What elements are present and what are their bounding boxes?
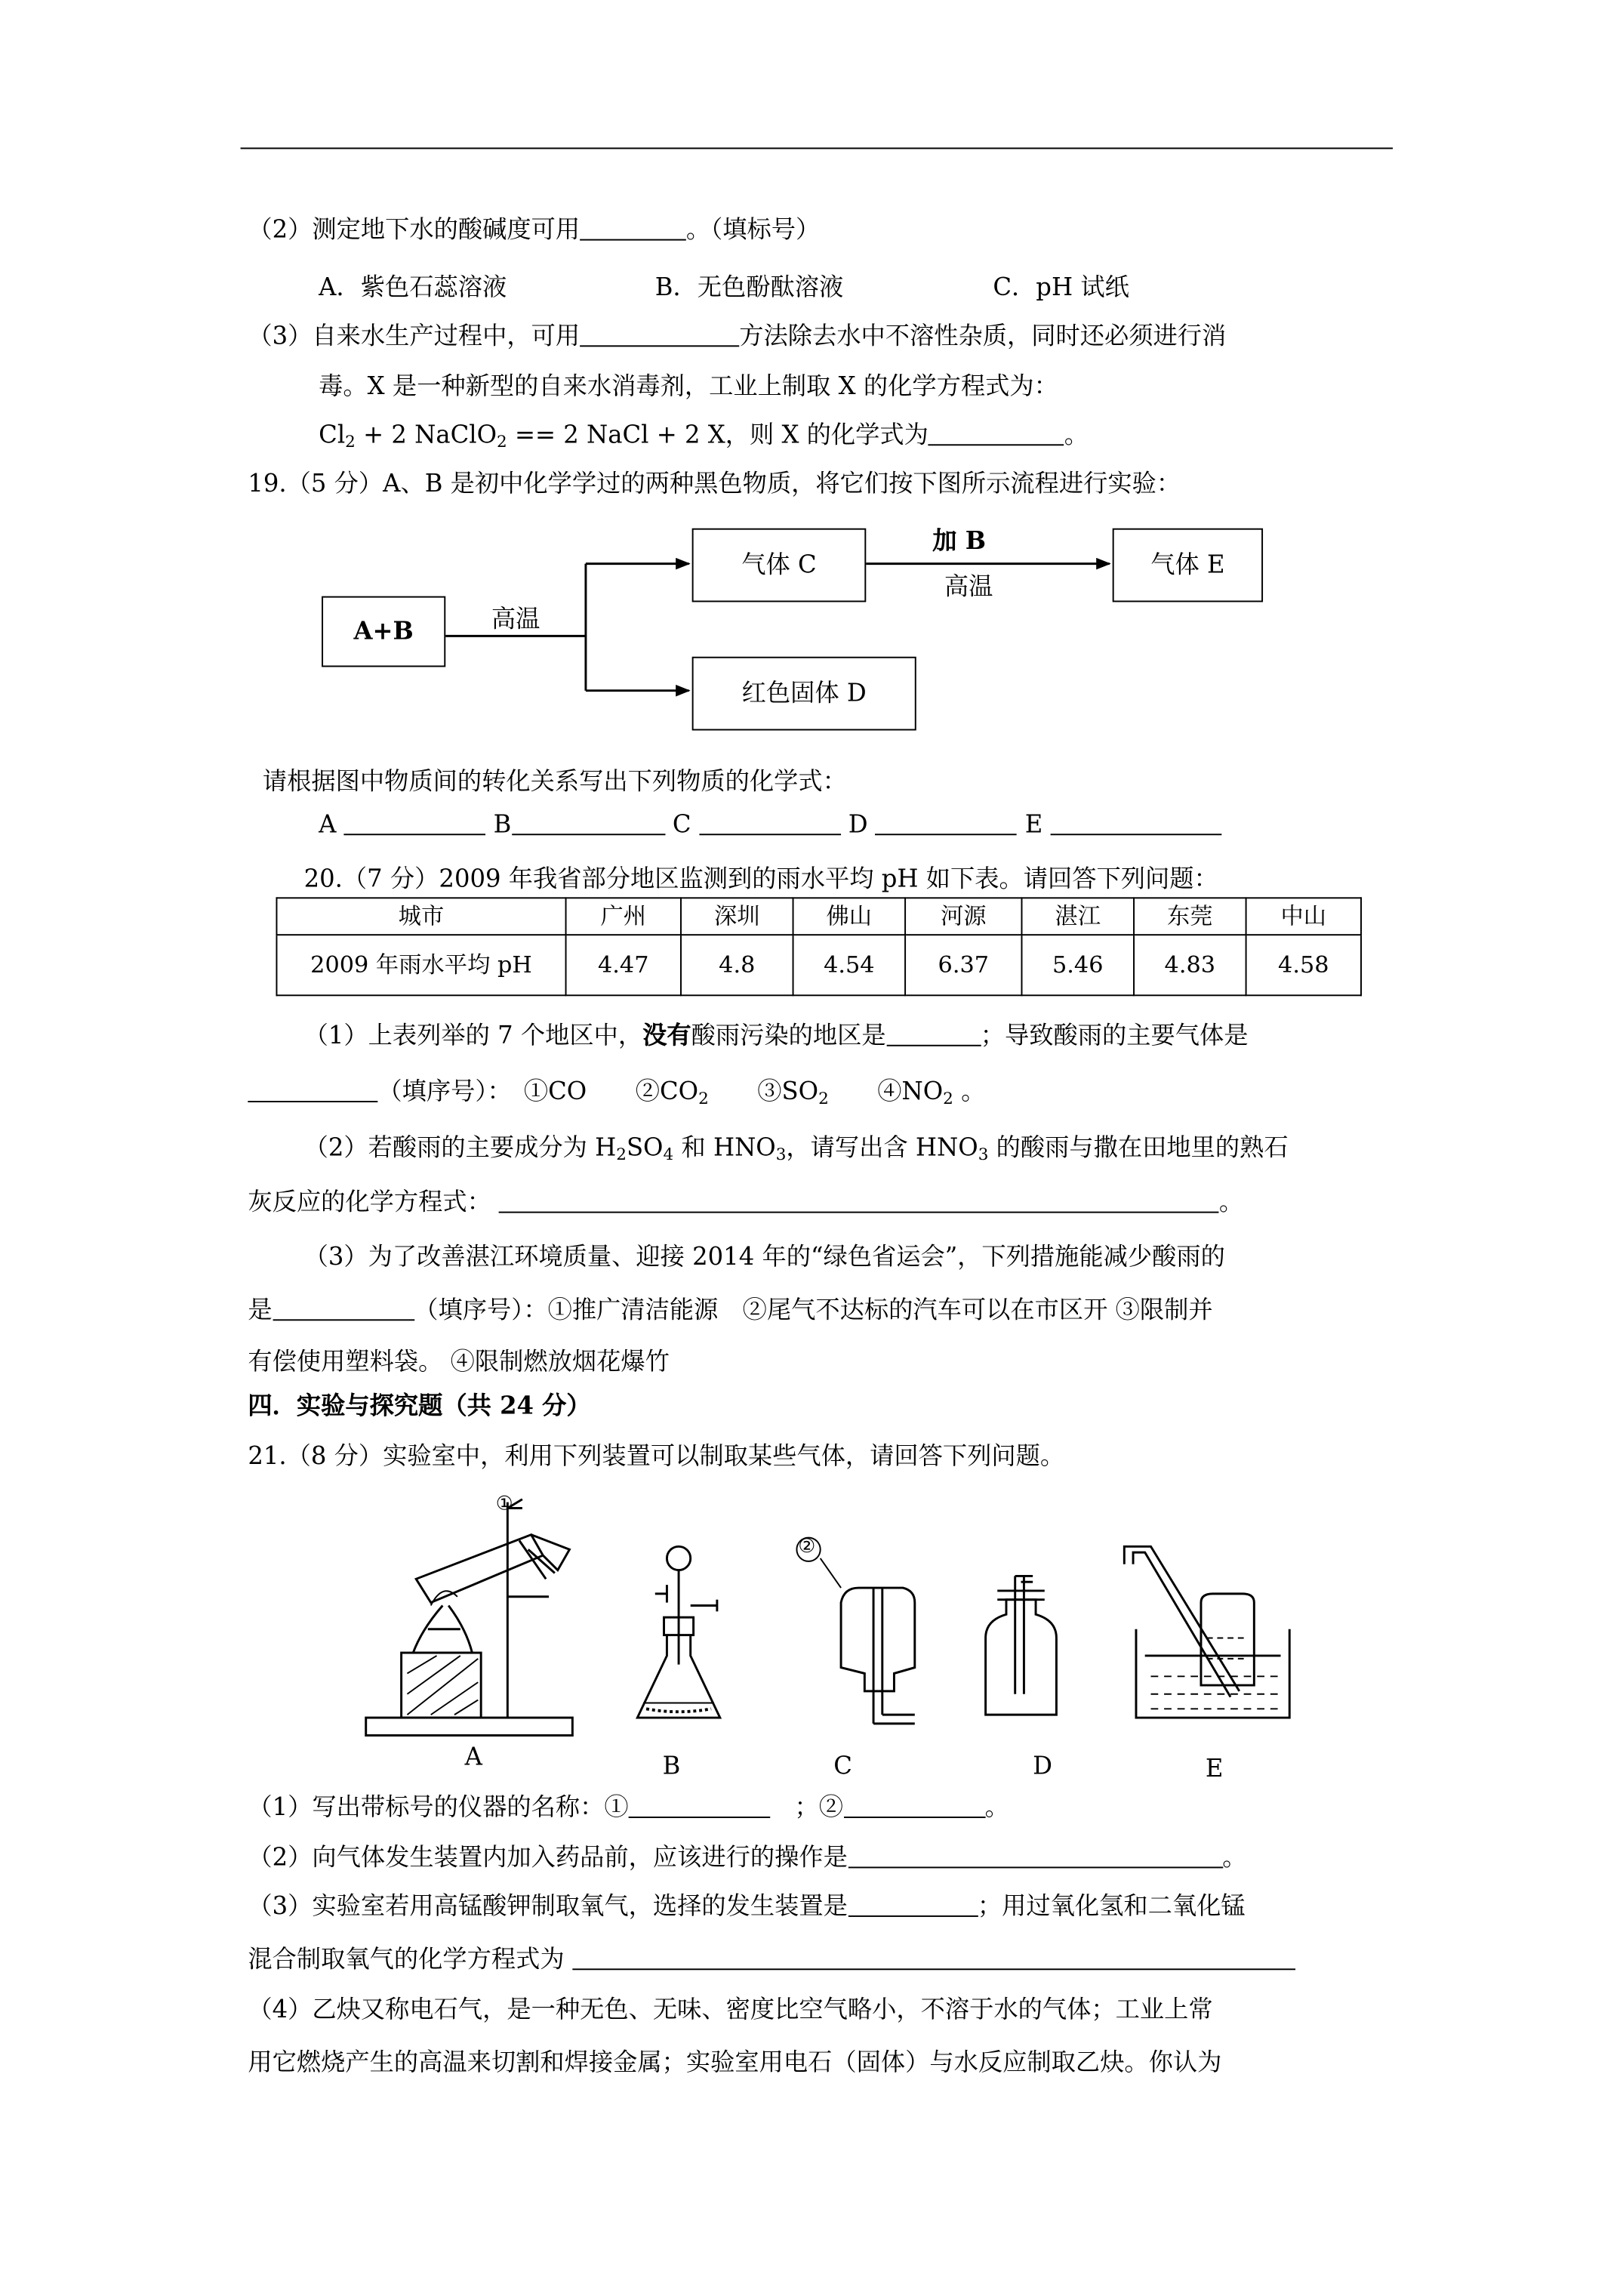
city-cell: 河源 <box>905 898 1021 935</box>
ph-value-cell: 4.83 <box>1134 935 1246 995</box>
option-b: B．无色酚酞溶液 <box>654 273 844 301</box>
q21-part3-line2: 混合制取氧气的化学方程式为 <box>248 1945 1295 1974</box>
section-four-title: 四．实验与探究题（共 24 分） <box>248 1391 591 1420</box>
apparatus-label-a: A <box>464 1743 482 1771</box>
answer-blank[interactable] <box>629 1815 771 1818</box>
apparatus-label-c: C <box>833 1751 852 1780</box>
q21-part4-line2: 用它燃烧产生的高温来切割和焊接金属；实验室用电石（固体）与水反应制取乙炔。你认为 <box>248 2048 1222 2076</box>
label-high-temp-2: 高温 <box>944 572 993 601</box>
ph-value-cell: 5.46 <box>1021 935 1134 995</box>
q20-part1-line1: （1）上表列举的 7 个地区中，没有酸雨污染的地区是 ；导致酸雨的主要气体是 <box>303 1021 1249 1049</box>
mark-1-label: ① <box>495 1493 513 1516</box>
q20-part3-line2: 是 （填序号）：①推广清洁能源 ②尾气不达标的汽车可以在市区开 ③限制并 <box>248 1296 1213 1324</box>
city-cell: 深圳 <box>681 898 793 935</box>
q21-part3-line1: （3）实验室若用高锰酸钾制取氧气，选择的发生装置是 ；用过氧化氢和二氧化锰 <box>248 1891 1246 1920</box>
q19-ask: 请根据图中物质间的转化关系写出下列物质的化学式： <box>262 767 847 796</box>
box-gas-e: 气体 E <box>1113 529 1263 603</box>
q21-part2: （2）向气体发生装置内加入药品前，应该进行的操作是 。 <box>248 1843 1247 1872</box>
apparatus-e <box>1124 1546 1289 1718</box>
apparatus-label-e: E <box>1205 1754 1224 1783</box>
apparatus-b <box>637 1546 719 1718</box>
mark-2-label: ② <box>798 1536 816 1558</box>
q21-part1: （1）写出带标号的仪器的名称：① ；② 。 <box>248 1792 1009 1821</box>
q20-part2-line1: （2）若酸雨的主要成分为 $H_2SO_4$ 和 $HNO_3$，请写出含 $HNO_3$ 的酸雨与撒在田地里的熟石 <box>303 1133 1289 1165</box>
q19-blanks: A B C D E <box>319 810 1221 840</box>
answer-blank[interactable] <box>572 1967 1295 1970</box>
apparatus-c <box>796 1538 914 1724</box>
option-a: A．紫色石蕊溶液 <box>319 273 507 301</box>
city-cell: 东莞 <box>1134 898 1246 935</box>
box-gas-c: 气体 C <box>692 529 867 603</box>
ph-value-cell: 4.54 <box>793 935 906 995</box>
row-label-cell: 2009 年雨水平均 pH <box>276 935 565 995</box>
box-a-plus-b: A+B <box>322 596 445 667</box>
ph-value-cell: 4.47 <box>566 935 681 995</box>
q21-stem: 21.（8 分）实验室中，利用下列装置可以制取某些气体，请回答下列问题。 <box>248 1441 1065 1470</box>
q20-part3-line3: 有偿使用塑料袋。 ④限制燃放烟花爆竹 <box>248 1347 670 1376</box>
label-high-temp-1: 高温 <box>491 605 540 633</box>
q18-part2: （2）测定地下水的酸碱度可用 。（填标号） <box>248 215 821 244</box>
city-cell: 广州 <box>566 898 681 935</box>
table-header-cell: 城市 <box>276 898 565 935</box>
q20-part3-line1: （3）为了改善湛江环境质量、迎接 2014 年的“绿色省运会”，下列措施能减少酸雨的 <box>303 1242 1225 1271</box>
answer-blank[interactable] <box>848 1865 1222 1868</box>
q18-equation: $Cl_2 + 2$ NaClO$_2$ == 2 NaCl + 2 X，则 X 的化学式为 。 <box>319 421 1089 452</box>
label-add-b: 加 B <box>932 526 987 555</box>
apparatus-a <box>366 1499 573 1736</box>
q20-part2-line2: 灰反应的化学方程式： 。 <box>248 1188 1244 1216</box>
apparatus-d <box>986 1576 1057 1715</box>
ph-value-cell: 4.8 <box>681 935 793 995</box>
q19-stem: 19.（5 分）A、B 是初中化学学过的两种黑色物质，将它们按下图所示流程进行实验： <box>248 469 1181 498</box>
answer-blank[interactable] <box>843 1815 985 1818</box>
q21-part4-line1: （4）乙炔又称电石气，是一种无色、无味、密度比空气略小，不溶于水的气体；工业上常 <box>248 1995 1213 2023</box>
city-cell: 佛山 <box>793 898 906 935</box>
ph-value-cell: 6.37 <box>905 935 1021 995</box>
apparatus-label-d: D <box>1033 1751 1053 1780</box>
apparatus-label-b: B <box>662 1751 681 1780</box>
q20-stem: 20.（7 分）2009 年我省部分地区监测到的雨水平均 pH 如下表。请回答下列问题： <box>303 864 1218 893</box>
city-cell: 中山 <box>1246 898 1361 935</box>
ph-value-cell: 4.58 <box>1246 935 1361 995</box>
q18-part3-line2: 毒。X 是一种新型的自来水消毒剂，工业上制取 X 的化学方程式为： <box>319 371 1058 400</box>
q18-part3-line1: （3）自来水生产过程中，可用 方法除去水中不溶性杂质，同时还必须进行消 <box>248 322 1227 350</box>
city-cell: 湛江 <box>1021 898 1134 935</box>
box-red-solid-d: 红色固体 D <box>692 657 916 731</box>
option-c: C．pH 试纸 <box>993 273 1129 301</box>
q20-part1-line2: （填序号）： ①CO $②CO_2$ $③SO_2$ $④NO_2$ 。 <box>248 1077 985 1107</box>
answer-blank[interactable] <box>848 1914 978 1917</box>
